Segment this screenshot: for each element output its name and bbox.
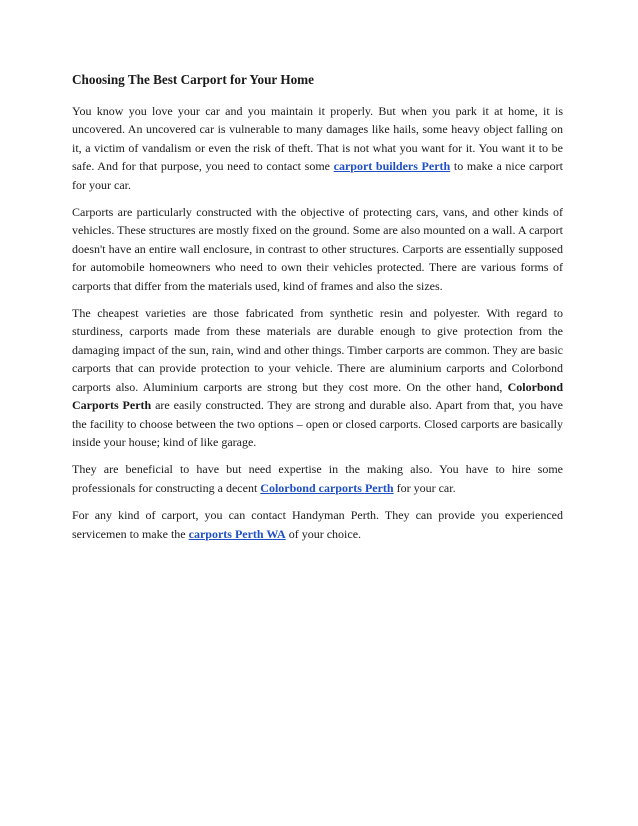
paragraph-professionals-tail: for your car. xyxy=(393,480,456,495)
paragraph-professionals-text: They are beneficial to have but need expertise in the making also. You have to hire some professionals for constructing a decent xyxy=(72,462,563,495)
paragraph-contact xyxy=(72,506,563,543)
paragraph-carport-types xyxy=(72,304,563,451)
document-title: Choosing The Best Carport for Your Home xyxy=(72,72,315,87)
paragraph-contact-tail: of your choice. xyxy=(285,526,362,541)
paragraph-intro-text: You know you love your car and you maintain it properly. But when you park it at home, it is uncovered. An uncovered car is vulnerable to many damages like hails, some heavy object falling on it, a victim of vandalism or even the risk of theft. That is not what you want for it. You want it to be safe. And for that purpose, you need to contact some xyxy=(72,104,563,174)
carport-builders-perth-link[interactable]: carport builders Perth xyxy=(333,159,451,174)
paragraph-contact-text: For any kind of carport, you can contact Handyman Perth. They can provide you experienced servicemen to make the xyxy=(72,508,563,541)
carports-perth-wa-link[interactable]: carports Perth WA xyxy=(188,526,286,541)
paragraph-professionals xyxy=(72,460,563,497)
colorbond-carports-bold: Colorbond Carports Perth xyxy=(72,379,563,413)
paragraph-intro xyxy=(72,102,563,194)
paragraph-intro-tail: to make a nice carport for your car. xyxy=(72,159,564,192)
paragraph-types-tail: are easily constructed. They are strong and durable also. Apart from that, you have the facility to choose between the two options – open or closed carports. Closed carports are basically inside your house; kind of like garage. xyxy=(72,398,563,449)
paragraph-carports-definition: Carports are particularly constructed with the objective of protecting cars, vans, and other kinds of vehicles. These structures are mostly fixed on the ground. Some are also mounted on a wall. A carport doesn't have an entire wall enclosure, in contrast to other structures. Carports are essentially supposed for automobile homeowners who need to own their vehicles protected. There are various forms of carports that differ from the materials used, kind of frames and also the sizes. xyxy=(72,205,563,293)
colorbond-carports-perth-link[interactable]: Colorbond carports Perth xyxy=(260,480,394,495)
paragraph-types-text: The cheapest varieties are those fabricated from synthetic resin and polyester. With regard to sturdiness, carports made from these materials are durable enough to give protection from the damaging impact of the sun, rain, wind and other things. Timber carports are common. They are basic carports that can provide protection to your vehicle. There are aluminium carports and Colorbond carports also. Aluminium carports are strong but they cost more. On the other hand, xyxy=(72,306,563,394)
document-page xyxy=(72,70,563,552)
